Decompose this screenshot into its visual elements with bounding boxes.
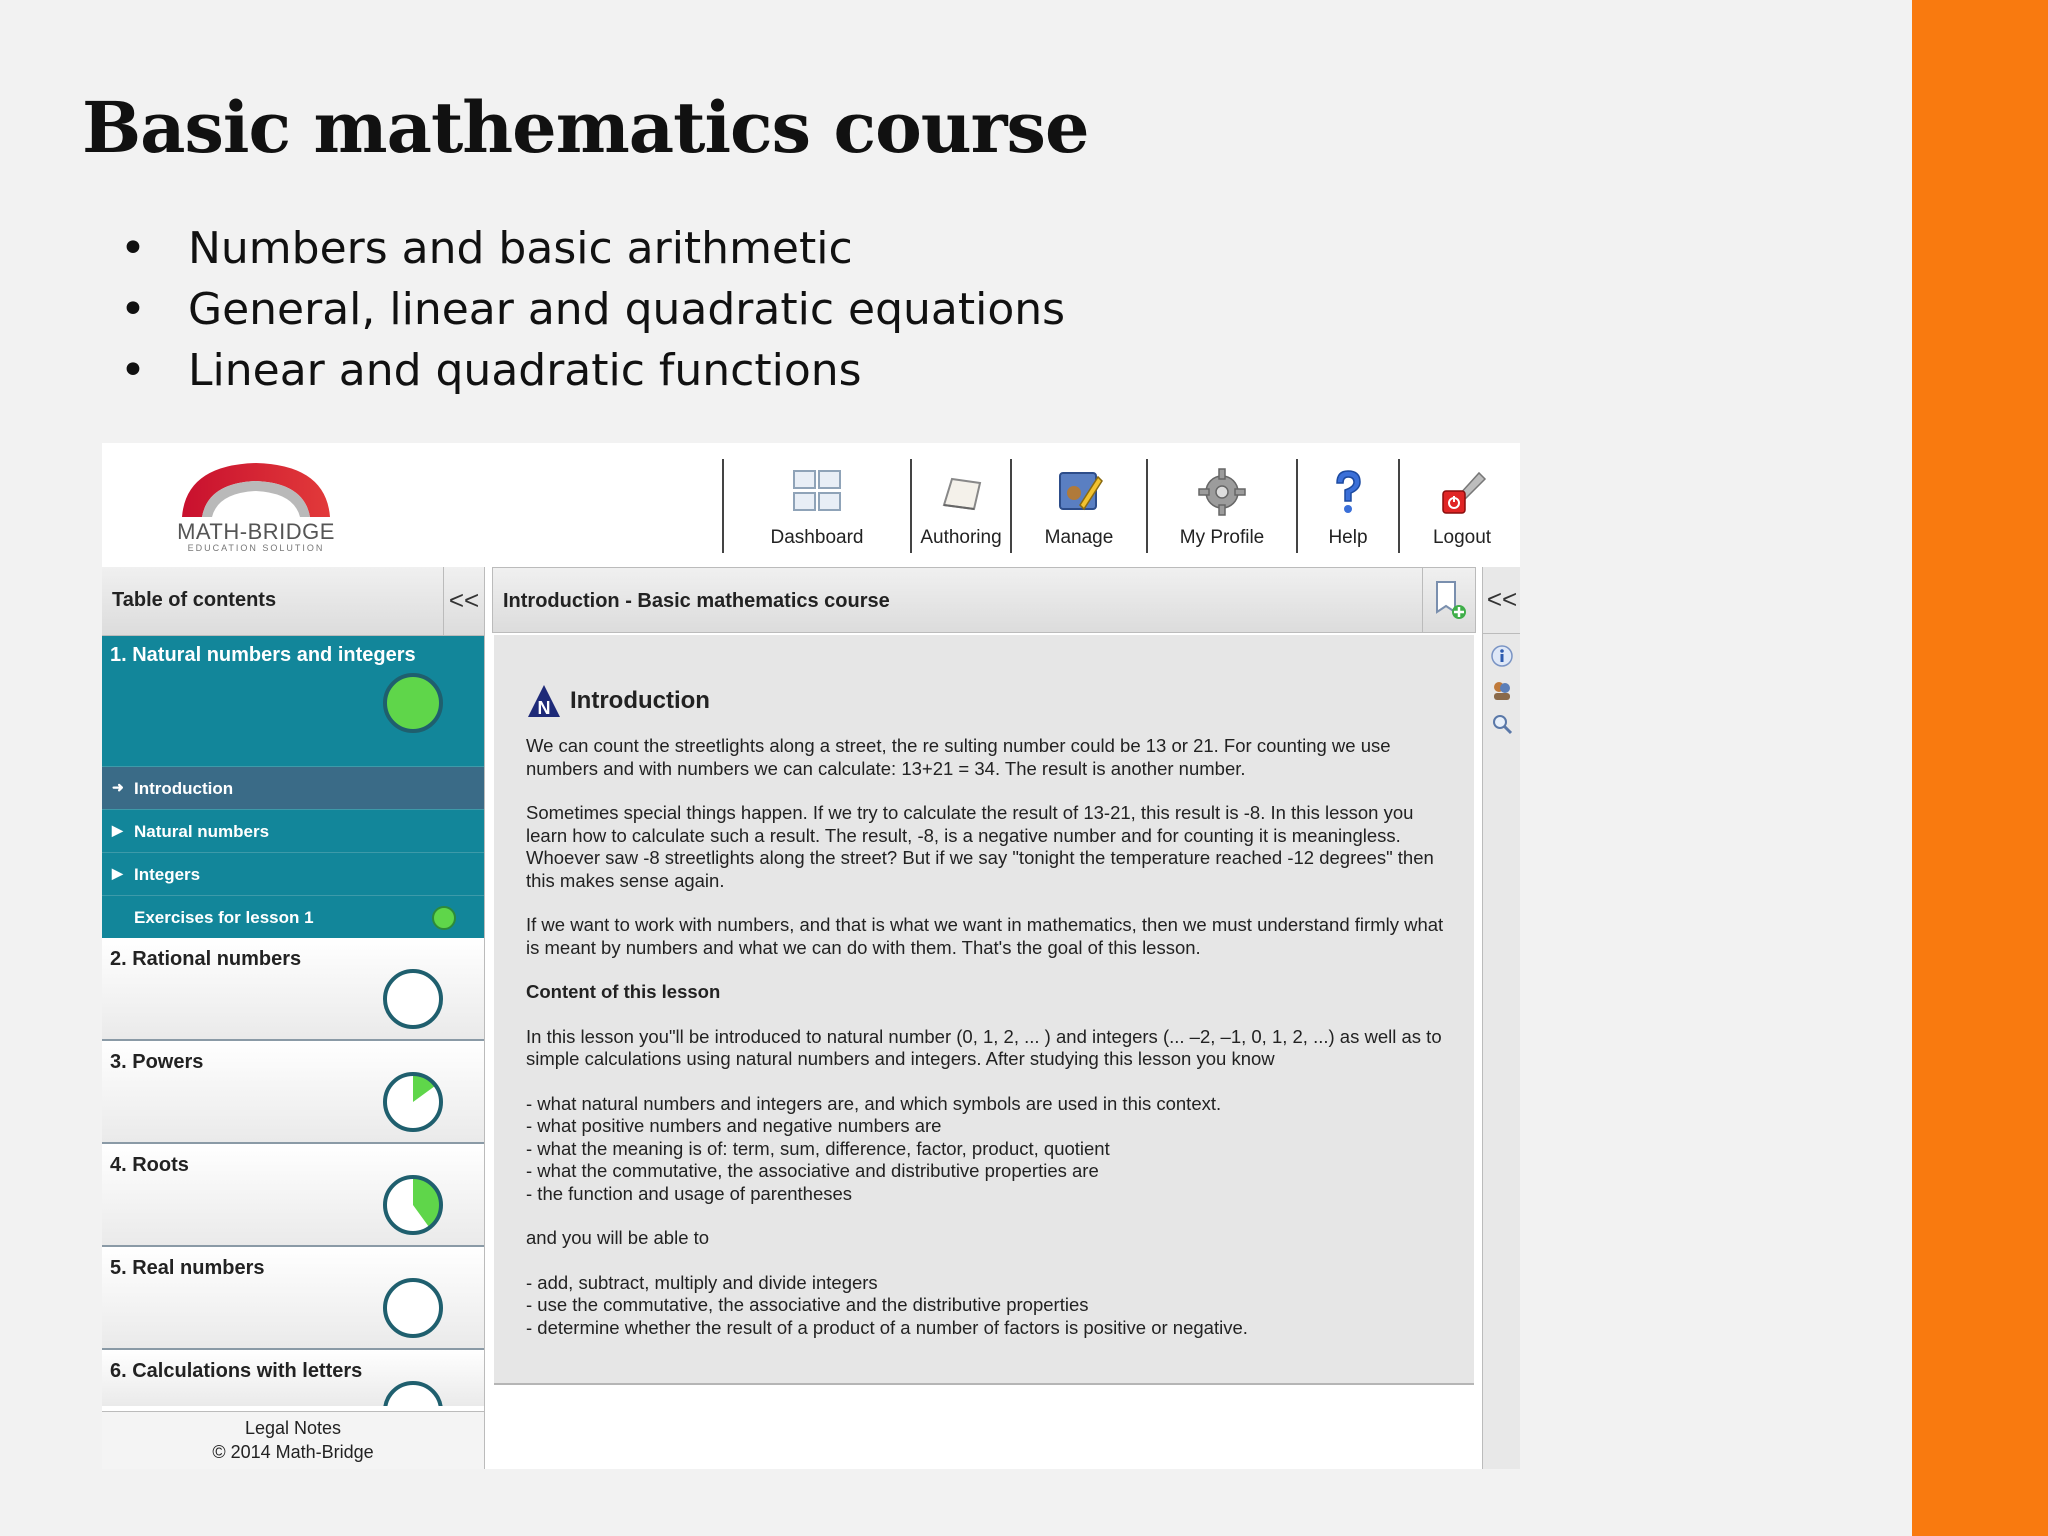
manage-icon: [1052, 465, 1106, 519]
bullet-text: Numbers and basic arithmetic: [188, 223, 853, 274]
authoring-icon: [934, 465, 988, 519]
bullet-text: Linear and quadratic functions: [188, 345, 862, 396]
triangle-right-icon: ▶: [112, 822, 123, 838]
list-item: - determine whether the result of a product of a number of factors is positive or negative.: [526, 1316, 1248, 1338]
nav-help[interactable]: [1298, 457, 1398, 557]
nav-manage[interactable]: [1012, 457, 1146, 557]
lesson-heading-text: Introduction: [570, 687, 710, 714]
legal-notes-link[interactable]: Legal Notes: [244, 1418, 342, 1438]
toc-footer: [102, 1411, 484, 1469]
arrow-right-icon: ➜: [112, 779, 124, 795]
slide-title: Basic mathematics course: [82, 86, 1089, 169]
toc-title: Table of contents: [112, 589, 277, 611]
list-item: - use the commutative, the associative and the distributive properties: [526, 1294, 1089, 1315]
lesson-badge-icon: [526, 683, 562, 719]
magnifier-icon[interactable]: [1490, 712, 1514, 736]
chapter-title: 3. Powers: [110, 1051, 204, 1073]
logo-tagline: EDUCATION SOLUTION: [187, 543, 325, 553]
nav-label: Help: [1328, 527, 1368, 548]
nav-label: Dashboard: [770, 527, 864, 548]
logo-name: MATH-BRIDGE: [177, 519, 335, 544]
list-item: - what positive numbers and negative numbers are: [526, 1115, 942, 1136]
toc-collapse-button[interactable]: <<: [443, 567, 484, 635]
paragraph: In this lesson you"ll be introduced to natural number (0, 1, 2, ... ) and integers (... –2, –1, 0, 1, 2, ...) as well as to simple calculations using natural numbers and integers. After studying this lesson you know: [526, 1025, 1442, 1069]
toc-item-label: Introduction: [134, 779, 234, 798]
users-icon[interactable]: [1490, 678, 1514, 702]
triangle-right-icon: ▶: [112, 865, 123, 881]
lesson-heading: [526, 683, 710, 719]
gear-icon: [1195, 465, 1249, 519]
toc-item-label: Natural numbers: [134, 822, 270, 841]
chapter-title: 4. Roots: [110, 1154, 189, 1176]
toc-item-exercises[interactable]: [102, 895, 484, 938]
chapter-title: 6. Calculations with letters: [110, 1360, 363, 1382]
table-of-contents: [102, 567, 485, 1469]
progress-ring: [380, 966, 446, 1032]
bullet-text: General, linear and quadratic equations: [188, 284, 1066, 335]
chapter-title: 1. Natural numbers and integers: [110, 644, 416, 666]
list-item: - add, subtract, multiply and divide integers: [526, 1271, 878, 1293]
progress-ring: [380, 1069, 446, 1135]
able-list: [526, 1272, 1456, 1340]
bullet-glyph: •: [120, 345, 146, 396]
main-nav: [722, 457, 1520, 557]
completion-dot: [432, 906, 456, 930]
help-icon: [1321, 465, 1375, 519]
chapter-1[interactable]: [102, 636, 484, 766]
bullet-item: [120, 340, 1065, 401]
bullet-list: [120, 218, 1065, 401]
paragraph: and you will be able to: [526, 1227, 710, 1248]
lesson-text: [526, 735, 1456, 1361]
chapter-title: 2. Rational numbers: [110, 948, 302, 970]
paragraph: If we want to work with numbers, and that is what we want in mathematics, then we must understand firmly what is meant by numbers and what we can do with them. That's the goal of this lesson.: [526, 914, 1444, 958]
nav-my-profile[interactable]: [1148, 457, 1296, 557]
dashboard-icon: [790, 465, 844, 519]
content-header: [492, 567, 1476, 633]
chapter-title: 5. Real numbers: [110, 1257, 265, 1279]
app-header: [102, 443, 1520, 565]
toc-item-label: Integers: [134, 865, 201, 884]
progress-ring: [380, 1275, 446, 1341]
nav-dashboard[interactable]: [724, 457, 910, 557]
nav-label: Manage: [1044, 527, 1114, 548]
subheading: Content of this lesson: [526, 981, 721, 1002]
toc-item-integers[interactable]: [102, 852, 484, 895]
chapter-6[interactable]: [102, 1350, 484, 1406]
list-item: - what natural numbers and integers are, and which symbols are used in this context.: [526, 1092, 1222, 1114]
chapter-4[interactable]: [102, 1144, 484, 1247]
progress-ring: [380, 670, 446, 736]
lesson-body: [494, 635, 1474, 1385]
bullet-item: [120, 218, 1065, 279]
lesson-badge-letter: N: [537, 698, 551, 718]
copyright-text: © 2014 Math-Bridge: [212, 1442, 374, 1462]
nav-logout[interactable]: [1400, 457, 1520, 557]
nav-label: My Profile: [1179, 527, 1265, 548]
nav-authoring[interactable]: [912, 457, 1010, 557]
list-item: - the function and usage of parentheses: [526, 1182, 853, 1204]
math-bridge-logo[interactable]: [176, 457, 336, 557]
content-title: Introduction - Basic mathematics course: [503, 590, 890, 612]
know-list: [526, 1093, 1456, 1206]
accent-bar: [1912, 0, 2048, 1536]
rail-collapse-button[interactable]: <<: [1483, 567, 1520, 634]
toc-item-introduction[interactable]: [102, 766, 484, 809]
chapter-3[interactable]: [102, 1041, 484, 1144]
paragraph: We can count the streetlights along a street, the re sulting number could be 13 or 21. For counting we use numbers and with numbers we can calculate: 13+21 = 34. The result is another number.: [526, 735, 1391, 779]
chapter-2[interactable]: [102, 938, 484, 1041]
logout-icon: [1435, 465, 1489, 519]
toc-header: [102, 567, 484, 636]
info-icon[interactable]: [1490, 644, 1514, 668]
bullet-glyph: •: [120, 284, 146, 335]
list-item: - what the commutative, the associative and distributive properties are: [526, 1160, 1099, 1181]
add-bookmark-button[interactable]: [1422, 568, 1475, 632]
nav-label: Authoring: [920, 527, 1002, 548]
toc-item-label: Exercises for lesson 1: [134, 908, 314, 927]
add-bookmark-icon: [1423, 568, 1475, 632]
chapter-5[interactable]: [102, 1247, 484, 1350]
app-screenshot: [102, 443, 1520, 1469]
progress-ring: [380, 1172, 446, 1238]
list-item: - what the meaning is of: term, sum, difference, factor, product, quotient: [526, 1137, 1110, 1159]
toc-item-natural-numbers[interactable]: [102, 809, 484, 852]
progress-ring-background: [385, 1383, 441, 1406]
paragraph: Sometimes special things happen. If we try to calculate the result of 13-21, this result is -8. In this lesson you learn how to calculate such a result. The result, -8, is a negative number and for counting it is meaningless. Whoever saw -8 streetlights along the street? But if we say "tonight the temperature reached -12 degrees" then this makes sense again.: [526, 802, 1434, 891]
bullet-item: [120, 279, 1065, 340]
logo-arc-icon: [176, 457, 336, 519]
right-rail: [1482, 567, 1520, 1469]
nav-label: Logout: [1432, 527, 1492, 548]
progress-ring: [380, 1378, 446, 1406]
content-panel: [492, 567, 1476, 1469]
bullet-glyph: •: [120, 223, 146, 274]
